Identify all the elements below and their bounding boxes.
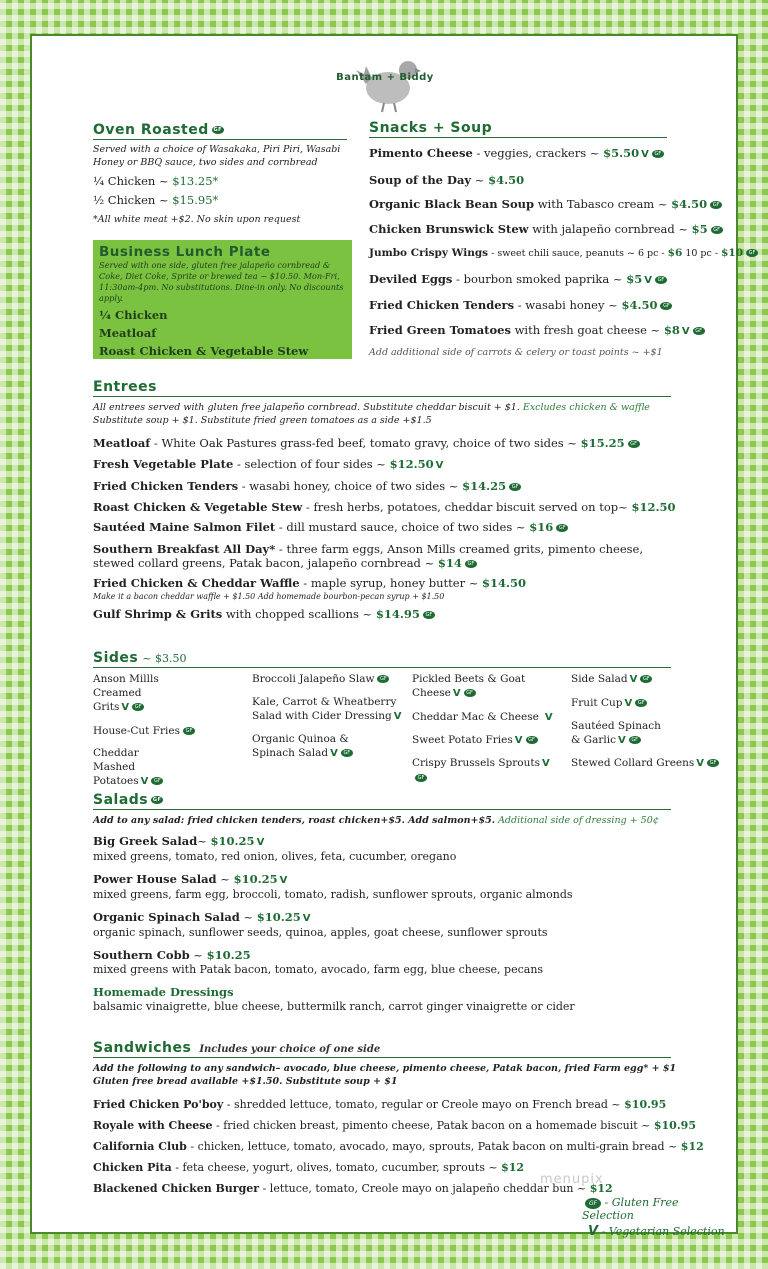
logo-text: Bantam + Biddy: [336, 72, 434, 83]
side-item: Kale, Carrot & Wheatberry Salad with Cider Dressing V: [252, 696, 402, 722]
business-lunch-note: Served with one side, gluten free jalapeño cornbread & Coke, Diet Coke, Sprite or brewed tea ~ $10.50. Mon-Fri, 11:30am-4pm. No substitutions. Dine-in only. No discounts apply.: [99, 260, 344, 303]
vegetarian-icon: V: [588, 1224, 599, 1239]
vegetarian-icon: V: [681, 325, 690, 337]
gf-icon: GF: [640, 675, 652, 683]
vegetarian-icon: V: [514, 735, 523, 746]
dressings-title: Homemade Dressings: [93, 985, 234, 999]
side-item: Fruit Cup V GF: [571, 696, 721, 711]
side-item: House-Cut Fries GF: [93, 724, 243, 738]
menu-item: Gulf Shrimp & Grits with chopped scallions ~ $14.95 GF: [93, 607, 733, 622]
menu-item: California Club - chicken, lettuce, tomato, avocado, mayo, sprouts, Patak bacon on multi-grain bread ~ $12: [93, 1140, 704, 1153]
menu-item: Pimento Cheese - veggies, crackers ~ $5.50 V GF: [369, 141, 731, 168]
menu-item: Fried Chicken Po'boy - shredded lettuce, tomato, regular or Creole mayo on French bread ~ $10.95: [93, 1098, 667, 1111]
gf-icon: GF: [711, 226, 723, 234]
vegetarian-icon: V: [617, 735, 626, 746]
vegetarian-icon: V: [629, 674, 638, 685]
oven-roasted-note: Served with a choice of Wasakaka, Piri Piri, Wasabi Honey or BBQ sauce, two sides and cornbread: [93, 144, 341, 168]
vegetarian-icon: V: [452, 688, 461, 699]
gf-icon: GF: [655, 276, 667, 284]
side-item: Sweet Potato Fries V GF: [412, 733, 562, 748]
sides-title: Sides ~ $3.50: [93, 650, 671, 668]
vegetarian-icon: V: [140, 776, 149, 787]
menu-item: Fried Green Tomatoes with fresh goat cheese ~ $8 V GF: [369, 318, 731, 345]
vegetarian-icon: V: [644, 274, 652, 286]
side-item: Side Salad V GF: [571, 672, 721, 687]
gf-icon: GF: [693, 327, 705, 335]
gf-icon: GF: [746, 249, 758, 257]
snacks-soup-title: Snacks + Soup: [369, 120, 667, 138]
sandwiches-note-2: Gluten free bread available +$1.50. Substitute soup + $1: [93, 1076, 398, 1087]
side-item: Sautéed Spinach & Garlic V GF: [571, 720, 661, 746]
menu-item: ½ Chicken ~ $15.95*: [93, 193, 219, 207]
salads-note: Add to any salad: fried chicken tenders, roast chicken+$5. Add salmon+$5. Additional side of dressing + 50¢: [93, 815, 659, 826]
gf-icon: GF: [152, 797, 162, 803]
menu-item: Meatloaf - White Oak Pastures grass-fed beef, tomato gravy, choice of two sides ~ $15.25 GF: [93, 433, 733, 454]
oven-roasted-section: [93, 122, 347, 226]
gf-icon: GF: [629, 736, 641, 744]
menu-item: Chicken Brunswick Stew with jalapeño cornbread ~ $5 GF: [369, 217, 731, 242]
menu-item: Royale with Cheese - fried chicken breast, pimento cheese, Patak bacon on a homemade biscuit ~ $10.95: [93, 1119, 696, 1132]
menu-item: Blackened Chicken Burger - lettuce, tomato, Creole mayo on jalapeño cheddar bun ~ $12: [93, 1182, 613, 1195]
sandwiches-note: Add the following to any sandwich– avocado, blue cheese, pimento cheese, Patak bacon, fried Farm egg* + $1: [93, 1063, 677, 1074]
sides-section: [93, 650, 733, 787]
lunch-item: Meatloaf: [99, 326, 157, 340]
vegetarian-icon: V: [435, 459, 444, 471]
gf-icon: GF: [509, 483, 521, 491]
vegetarian-icon: V: [696, 758, 705, 769]
menu-item: Organic Black Bean Soup with Tabasco cream ~ $4.50 GF: [369, 192, 731, 217]
gf-icon: GF: [652, 150, 664, 158]
menu-item-desc: mixed greens with Patak bacon, tomato, avocado, farm egg, blue cheese, pecans: [93, 963, 544, 976]
gf-icon: GF: [213, 127, 223, 133]
side-item: Organic Quinoa & Spinach Salad V GF: [252, 732, 362, 761]
salads-title: Salads GF: [93, 792, 671, 810]
entrees-title: Entrees: [93, 379, 671, 397]
sides-column-4: [571, 672, 721, 771]
menu-item: Fried Chicken Tenders - wasabi honey, choice of two sides ~ $14.25 GF: [93, 476, 733, 497]
entrees-section: [93, 379, 733, 622]
menu-item: Deviled Eggs - bourbon smoked paprika ~ $5 V GF: [369, 267, 731, 294]
lunch-item: ¼ Chicken: [99, 308, 168, 322]
menu-item: Sautéed Maine Salmon Filet - dill mustard sauce, choice of two sides ~ $16 GF: [93, 517, 733, 538]
menu-item: Chicken Pita - feta cheese, yogurt, olives, tomato, cucumber, sprouts ~ $12: [93, 1161, 525, 1174]
vegetarian-icon: V: [393, 711, 402, 722]
waffle-addon-note: Make it a bacon cheddar waffle + $1.50 Add homemade bourbon-pecan syrup + $1.50: [93, 591, 445, 601]
legend-gf: GF - Gluten Free Selection: [582, 1196, 679, 1222]
vegetarian-icon: V: [542, 758, 550, 769]
menu-item: Organic Spinach Salad ~ $10.25 V: [93, 910, 311, 924]
side-item: Stewed Collard Greens V GF: [571, 756, 721, 771]
gf-icon: GF: [423, 611, 435, 619]
gf-icon: GF: [556, 524, 568, 532]
gf-icon: GF: [707, 759, 719, 767]
snacks-soup-section: [369, 120, 756, 359]
business-lunch-box: [93, 240, 352, 359]
vegetarian-icon: V: [279, 875, 288, 886]
gf-icon: GF: [628, 440, 640, 448]
gf-icon: GF: [635, 699, 647, 707]
gf-icon: GF: [377, 675, 389, 683]
menu-item: Southern Breakfast All Day* - three farm eggs, Anson Mills creamed grits, pimento cheese, stewed collard greens, Patak bacon, jalapeño cornbread ~ $14 GF: [93, 541, 643, 570]
gf-icon: GF: [151, 777, 163, 785]
side-item: Crispy Brussels Sprouts VGF: [412, 757, 550, 781]
vegetarian-icon: V: [121, 702, 130, 713]
side-item: Pickled Beets & Goat Cheese V GF: [412, 673, 526, 699]
menu-item-desc: organic spinach, sunflower seeds, quinoa, apples, goat cheese, sunflower sprouts: [93, 926, 548, 939]
side-item: Cheddar Mashed Potatoes V GF: [93, 746, 183, 789]
gf-icon: GF: [585, 1198, 601, 1209]
gf-icon: GF: [660, 302, 672, 310]
restaurant-logo: [320, 48, 450, 114]
salads-section: [93, 792, 733, 1014]
vegetarian-icon: V: [302, 913, 311, 924]
vegetarian-icon: V: [641, 149, 649, 160]
business-lunch-title: Business Lunch Plate: [99, 244, 271, 260]
menu-item: Jumbo Crispy Wings - sweet chili sauce, peanuts ~ 6 pc - $6 10 pc - $10 GF: [369, 241, 731, 267]
side-item: Broccoli Jalapeño Slaw GF: [252, 672, 402, 686]
vegetarian-icon: V: [624, 698, 633, 709]
lunch-item: Roast Chicken & Vegetable Stew: [99, 344, 309, 358]
menu-item: Big Greek Salad~ $10.25 V: [93, 834, 265, 848]
menu-item: Fried Chicken Tenders - wasabi honey ~ $4.50 GF: [369, 293, 731, 318]
vegetarian-icon: V: [256, 837, 265, 848]
gf-icon: GF: [341, 749, 353, 757]
vegetarian-icon: V: [330, 748, 338, 759]
menu-page: [30, 34, 756, 1239]
gf-icon: GF: [526, 736, 538, 744]
sandwiches-title: Sandwiches Includes your choice of one side: [93, 1040, 671, 1058]
dressings-list: balsamic vinaigrette, blue cheese, buttermilk ranch, carrot ginger vinaigrette or cider: [93, 1000, 575, 1013]
entrees-note: All entrees served with gluten free jalapeño cornbread. Substitute cheddar biscuit + $1. Excludes chicken & waffle: [93, 402, 650, 413]
menu-item: Power House Salad ~ $10.25 V: [93, 872, 288, 886]
side-item: Cheddar Mac & Cheese V: [412, 711, 553, 723]
menu-item: ¼ Chicken ~ $13.25*: [93, 174, 219, 188]
menu-item: Roast Chicken & Vegetable Stew - fresh herbs, potatoes, cheddar biscuit served on top~ $12.50: [93, 499, 676, 514]
menu-item-desc: mixed greens, farm egg, broccoli, tomato, radish, sunflower sprouts, organic almonds: [93, 888, 573, 901]
menu-item: Southern Cobb ~ $10.25: [93, 948, 251, 962]
menu-item: Soup of the Day ~ $4.50: [369, 172, 525, 187]
gf-icon: GF: [465, 560, 477, 568]
snacks-footnote: Add additional side of carrots & celery or toast points ~ +$1: [369, 347, 663, 358]
gf-icon: GF: [183, 727, 195, 735]
menu-item: Fresh Vegetable Plate - selection of four sides ~ $12.50 V: [93, 456, 444, 471]
legend: [582, 1196, 732, 1239]
sandwiches-section: [93, 1040, 733, 1199]
sides-column-1: [93, 672, 243, 789]
sides-column-2: [252, 672, 402, 761]
gf-icon: GF: [710, 201, 722, 209]
vegetarian-icon: V: [544, 712, 553, 723]
side-item: Anson Millls Creamed Grits V GF: [93, 673, 159, 713]
watermark: menupix: [540, 1172, 604, 1187]
legend-veg: V - Vegetarian Selection: [588, 1224, 725, 1239]
gf-icon: GF: [132, 703, 144, 711]
sides-column-3: [412, 672, 562, 785]
menu-item: Fried Chicken & Cheddar Waffle - maple syrup, honey butter ~ $14.50: [93, 575, 527, 590]
gf-icon: GF: [464, 689, 476, 697]
oven-roasted-footnote: *All white meat +$2. No skin upon request: [93, 214, 301, 225]
menu-item-desc: mixed greens, tomato, red onion, olives, feta, cucumber, oregano: [93, 850, 457, 863]
gf-icon: GF: [415, 774, 427, 782]
entrees-note-2: Substitute soup + $1. Substitute fried green tomatoes as a side +$1.5: [93, 415, 432, 426]
oven-roasted-title: Oven Roasted GF: [93, 122, 347, 140]
